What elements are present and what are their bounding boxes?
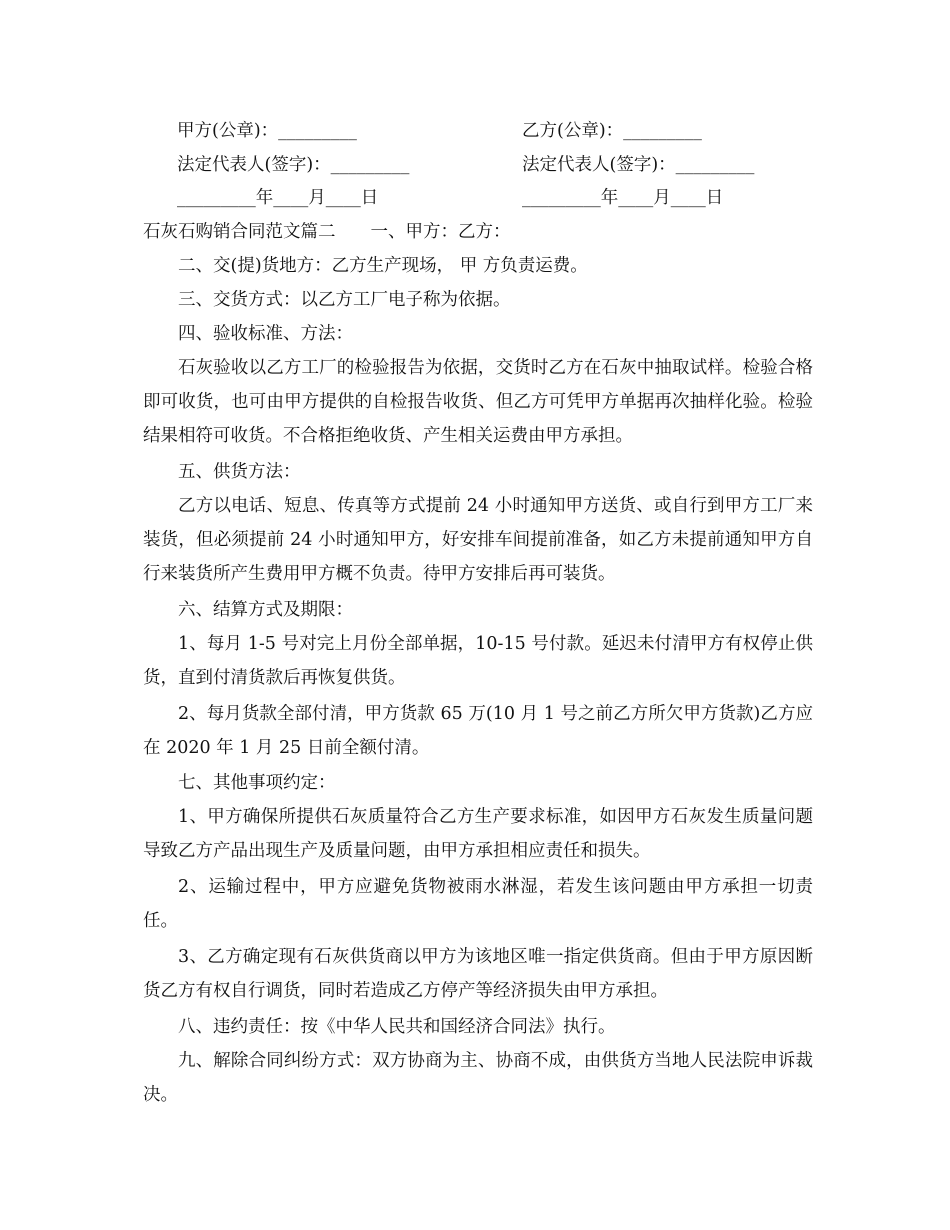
party-a-representative-field: 法定代表人(签字)：_________	[177, 155, 410, 175]
clause-delivery-method: 三、交货方式：以乙方工厂电子称为依据。	[178, 290, 511, 310]
party-b-date-field: _________年____月____日	[522, 188, 724, 208]
clause-other-heading: 七、其他事项约定：	[178, 773, 336, 793]
signature-rep-row	[0, 153, 950, 177]
signature-seal-row	[0, 119, 950, 143]
clause-acceptance-body: 石灰验收以乙方工厂的检验报告为依据，交货时乙方在石灰中抽取试样。检验合格即可收货，也可由甲方提供的自检报告收货、但乙方可凭甲方单据再次抽样化验。检验结果相符可收货。不合格拒绝收货、产生相关运费由甲方承担。	[143, 358, 813, 447]
clause-dispute: 九、解除合同纠纷方式：双方协商为主、协商不成，由供货方当地人民法院申诉裁决。	[143, 1051, 813, 1106]
clause-breach: 八、违约责任：按《中华人民共和国经济合同法》执行。	[178, 1017, 616, 1037]
party-a-seal-field: 甲方(公章)：_________	[177, 121, 357, 141]
party-b-representative-field: 法定代表人(签字)：_________	[522, 155, 755, 175]
party-a-date-field: _________年____月____日	[177, 188, 379, 208]
clause-other-item-2: 2、运输过程中，甲方应避免货物被雨水淋湿，若发生该问题由甲方承担一切责任。	[143, 877, 813, 932]
clause-supply-body: 乙方以电话、短息、传真等方式提前 24 小时通知甲方送货、或自行到甲方工厂来装货，但必须提前 24 小时通知甲方，好安排车间提前准备，如乙方未提前通知甲方自行来装货所产生费用甲方概不负责。待甲方安排后再可装货。	[143, 496, 813, 585]
clause-settlement-heading: 六、结算方式及期限：	[178, 600, 353, 620]
party-b-seal-field: 乙方(公章)：_________	[522, 121, 702, 141]
clause-other-item-3: 3、乙方确定现有石灰供货商以甲方为该地区唯一指定供货商。但由于甲方原因断货乙方有权自行调货，同时若造成乙方停产等经济损失由甲方承担。	[143, 947, 813, 1002]
clause-settlement-item-1: 1、每月 1-5 号对完上月份全部单据，10-15 号付款。延迟未付清甲方有权停止供货，直到付清货款后再恢复供货。	[143, 634, 813, 689]
document-title-line: 石灰石购销合同范文篇二 一、甲方：乙方：	[143, 222, 511, 242]
clause-supply-heading: 五、供货方法：	[178, 462, 301, 482]
clause-settlement-item-2: 2、每月货款全部付清，甲方货款 65 万(10 月 1 号之前乙方所欠甲方货款)乙方应在 2020 年 1 月 25 日前全额付清。	[143, 704, 813, 759]
clause-other-item-1: 1、甲方确保所提供石灰质量符合乙方生产要求标准，如因甲方石灰发生质量问题导致乙方产品出现生产及质量问题，由甲方承担相应责任和损失。	[143, 807, 813, 862]
signature-date-row	[0, 186, 950, 210]
clause-acceptance-heading: 四、验收标准、方法：	[178, 324, 353, 344]
clause-delivery-location: 二、交(提)货地方：乙方生产现场， 甲 方负责运费。	[178, 256, 588, 276]
